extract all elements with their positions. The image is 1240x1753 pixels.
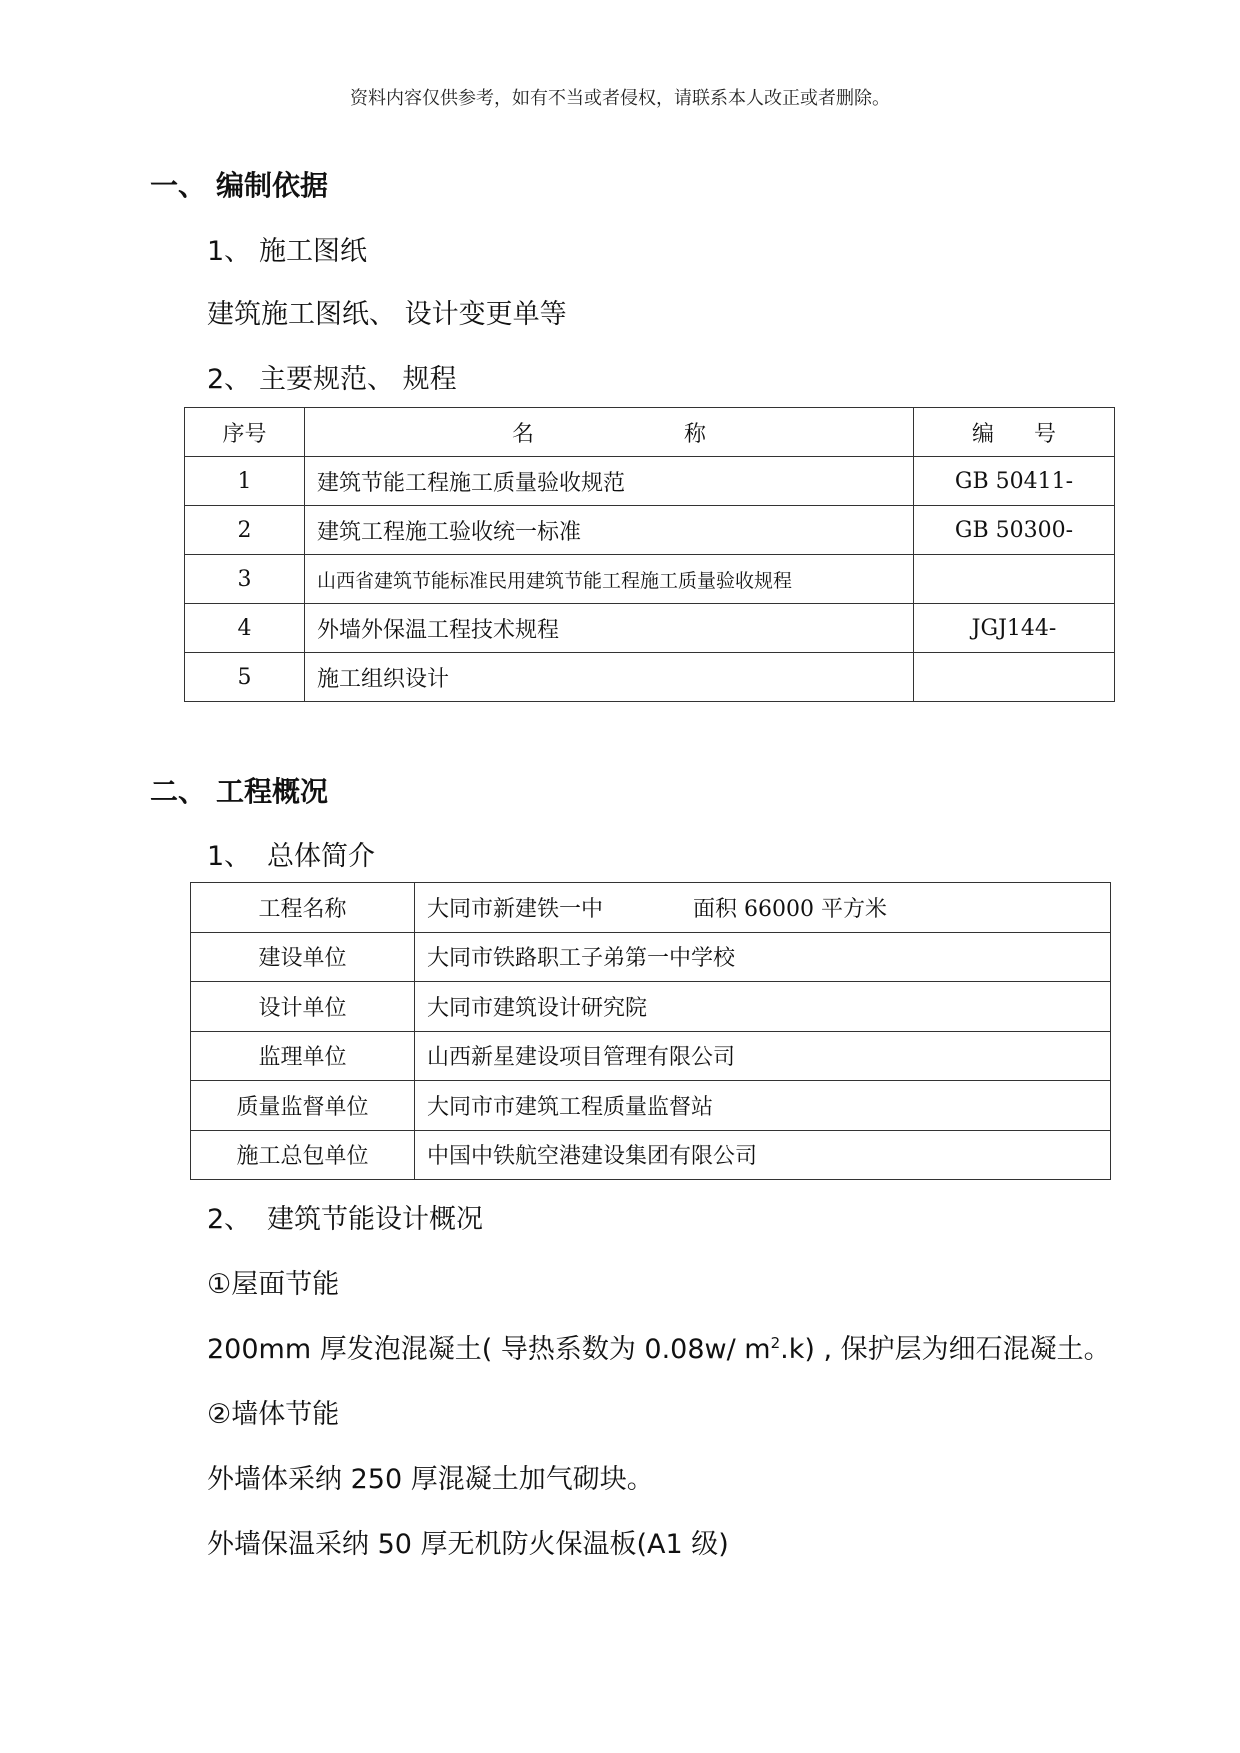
table-row [185,506,1115,555]
subheading-drawings [207,229,367,268]
table-row [185,555,1115,604]
subheading-title: 建筑节能设计概况 [267,1204,483,1235]
cell-value: 大同市建筑设计研究院 [415,982,1111,1032]
cell-label: 监理单位 [191,1031,415,1081]
header-code [914,408,1115,457]
cell-label: 工程名称 [191,883,415,933]
header-name-part: 名 [511,421,534,447]
header-name [305,408,914,457]
roof-text-part: 200mm 厚发泡混凝土( 导热系数为 0.08w/ m [207,1334,771,1365]
table-row [191,932,1111,982]
cell-index: 5 [185,653,305,702]
cell-label: 施工总包单位 [191,1130,415,1180]
subheading-number: 1、 [207,236,252,267]
roof-title: ①屋面节能 [207,1269,340,1300]
cell-value: 山西新星建设项目管理有限公司 [415,1031,1111,1081]
cell-name: 建筑节能工程施工质量验收规范 [305,457,914,506]
section-number: 一、 [150,169,207,202]
subheading-number: 2、 [207,1204,252,1235]
specs-table [184,407,1115,702]
cell-code: JGJ144- [914,604,1115,653]
subheading-number: 1、 [207,841,252,872]
cell-name: 建筑工程施工验收统一标准 [305,506,914,555]
table-row [191,1031,1111,1081]
subheading-energy-design [207,1197,483,1236]
cell-index: 4 [185,604,305,653]
table-header-row [185,408,1115,457]
cell-index: 3 [185,555,305,604]
cell-index: 1 [185,457,305,506]
table-row [185,604,1115,653]
cell-name: 山西省建筑节能标准民用建筑节能工程施工质量验收规程 [305,555,914,604]
cell-label: 设计单位 [191,982,415,1032]
drawings-text: 建筑施工图纸、 设计变更单等 [207,299,567,330]
roof-text-part: .k) , 保护层为细石混凝土。 [780,1334,1111,1365]
subheading-overview [207,834,375,873]
section-title: 工程概况 [216,775,329,808]
cell-value: 大同市市建筑工程质量监督站 [415,1081,1111,1131]
table-row [191,1081,1111,1131]
subheading-title: 施工图纸 [259,236,367,267]
section-heading-2 [150,770,328,810]
header-name-part: 称 [684,421,707,447]
cell-code: GB 50300- [914,506,1115,555]
cell-name: 外墙外保温工程技术规程 [305,604,914,653]
table-row [191,883,1111,933]
header-code-part: 编 [971,421,994,447]
disclaimer-header: 资料内容仅供参考，如有不当或者侵权，请联系本人改正或者删除。 [350,88,890,109]
cell-value [415,883,1111,933]
cell-value: 中国中铁航空港建设集团有限公司 [415,1130,1111,1180]
wall-text-2: 外墙保温采纳 50 厚无机防火保温板(A1 级) [207,1529,729,1560]
cell-code [914,555,1115,604]
subheading-number: 2、 [207,364,252,395]
section-title: 编制依据 [216,169,329,202]
cell-value: 大同市铁路职工子弟第一中学校 [415,932,1111,982]
subheading-title: 主要规范、 规程 [259,364,457,395]
header-code-part: 号 [1034,421,1057,447]
section-number: 二、 [150,775,207,808]
cell-label: 质量监督单位 [191,1081,415,1131]
project-area: 面积 66000 平方米 [693,896,887,922]
cell-label: 建设单位 [191,932,415,982]
project-name: 大同市新建铁一中 [427,896,604,922]
section-heading-1 [150,164,328,204]
cell-code [914,653,1115,702]
table-row [185,457,1115,506]
roof-text [207,1327,1111,1366]
header-index: 序号 [185,408,305,457]
subheading-specs [207,357,457,396]
roof-text-superscript: 2 [770,1334,781,1352]
wall-title: ②墙体节能 [207,1399,340,1430]
subheading-title: 总体简介 [267,841,375,872]
table-row [185,653,1115,702]
overview-table [190,882,1111,1180]
table-row [191,982,1111,1032]
table-row [191,1130,1111,1180]
cell-code: GB 50411- [914,457,1115,506]
cell-name: 施工组织设计 [305,653,914,702]
wall-text-1: 外墙体采纳 250 厚混凝土加气砌块。 [207,1464,654,1495]
cell-index: 2 [185,506,305,555]
